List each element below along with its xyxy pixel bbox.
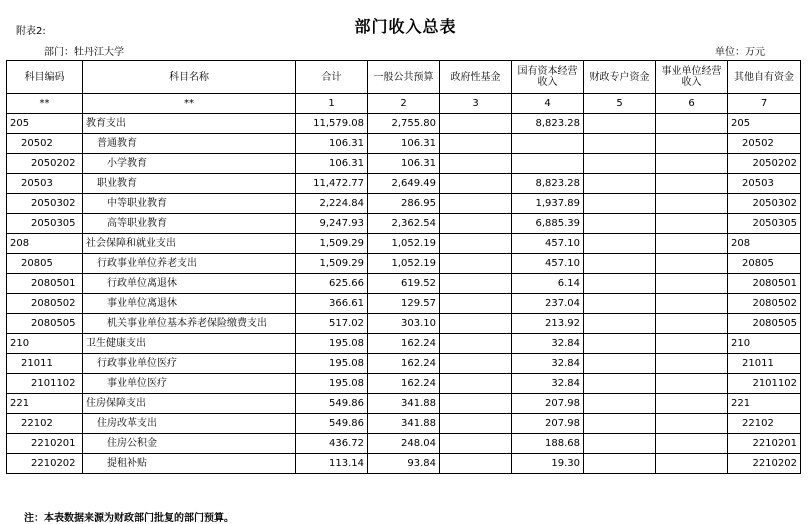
cell-name: 住房保障支出 — [83, 394, 296, 414]
cell-code: 2101102 — [7, 374, 83, 394]
cell-state: 237.04 — [512, 294, 584, 314]
column-header: 财政专户资金 — [584, 61, 656, 94]
cell-general: 106.31 — [368, 154, 440, 174]
table-row — [7, 234, 801, 254]
cell-total: 113.14 — [296, 454, 368, 474]
cell-state: 32.84 — [512, 374, 584, 394]
cell-other: 221 — [728, 394, 801, 414]
cell-business — [656, 114, 728, 134]
cell-business — [656, 234, 728, 254]
cell-fund — [440, 394, 512, 414]
cell-business — [656, 314, 728, 334]
cell-other: 2210201 — [728, 434, 801, 454]
cell-general: 162.24 — [368, 354, 440, 374]
cell-state: 457.10 — [512, 254, 584, 274]
cell-business — [656, 294, 728, 314]
table-row — [7, 334, 801, 354]
cell-other: 210 — [728, 334, 801, 354]
cell-special — [584, 174, 656, 194]
index-cell: ** — [83, 94, 296, 114]
cell-other: 20503 — [728, 174, 801, 194]
table-row — [7, 394, 801, 414]
cell-special — [584, 294, 656, 314]
cell-special — [584, 434, 656, 454]
cell-general: 248.04 — [368, 434, 440, 454]
cell-name: 高等职业教育 — [83, 214, 296, 234]
cell-total: 625.66 — [296, 274, 368, 294]
cell-name: 机关事业单位基本养老保险缴费支出 — [83, 314, 296, 334]
cell-state: 1,937.89 — [512, 194, 584, 214]
cell-fund — [440, 134, 512, 154]
cell-special — [584, 454, 656, 474]
column-header: 事业单位经营收入 — [656, 61, 728, 94]
table-row — [7, 154, 801, 174]
cell-code: 2050202 — [7, 154, 83, 174]
cell-code: 205 — [7, 114, 83, 134]
unit-label: 单位：万元 — [715, 47, 765, 58]
cell-business — [656, 414, 728, 434]
cell-code: 2210202 — [7, 454, 83, 474]
table-row — [7, 374, 801, 394]
cell-code: 2080505 — [7, 314, 83, 334]
cell-fund — [440, 194, 512, 214]
cell-state: 8,823.28 — [512, 174, 584, 194]
column-header: 科目编码 — [7, 61, 83, 94]
cell-total: 1,509.29 — [296, 234, 368, 254]
cell-code: 208 — [7, 234, 83, 254]
cell-fund — [440, 374, 512, 394]
index-cell: 3 — [440, 94, 512, 114]
index-cell: 5 — [584, 94, 656, 114]
cell-business — [656, 134, 728, 154]
cell-special — [584, 214, 656, 234]
cell-total: 11,472.77 — [296, 174, 368, 194]
cell-fund — [440, 294, 512, 314]
cell-other: 2210202 — [728, 454, 801, 474]
table-row — [7, 114, 801, 134]
cell-general: 341.88 — [368, 414, 440, 434]
cell-other: 2050305 — [728, 214, 801, 234]
cell-special — [584, 374, 656, 394]
cell-general: 2,755.80 — [368, 114, 440, 134]
cell-name: 事业单位离退休 — [83, 294, 296, 314]
cell-name: 职业教育 — [83, 174, 296, 194]
income-summary-table — [6, 60, 801, 474]
cell-business — [656, 194, 728, 214]
cell-fund — [440, 314, 512, 334]
cell-special — [584, 194, 656, 214]
cell-fund — [440, 254, 512, 274]
header-row — [7, 61, 801, 94]
cell-name: 行政事业单位养老支出 — [83, 254, 296, 274]
cell-code: 210 — [7, 334, 83, 354]
cell-business — [656, 274, 728, 294]
cell-fund — [440, 274, 512, 294]
cell-fund — [440, 454, 512, 474]
table-row — [7, 134, 801, 154]
cell-state — [512, 154, 584, 174]
cell-general: 2,649.49 — [368, 174, 440, 194]
cell-other: 2101102 — [728, 374, 801, 394]
cell-other: 2080502 — [728, 294, 801, 314]
cell-code: 20502 — [7, 134, 83, 154]
column-header: 科目名称 — [83, 61, 296, 94]
cell-state: 32.84 — [512, 354, 584, 374]
cell-other: 20805 — [728, 254, 801, 274]
index-cell: 2 — [368, 94, 440, 114]
cell-special — [584, 394, 656, 414]
table-row — [7, 214, 801, 234]
cell-state: 188.68 — [512, 434, 584, 454]
cell-total: 549.86 — [296, 414, 368, 434]
cell-special — [584, 134, 656, 154]
cell-fund — [440, 434, 512, 454]
cell-total: 195.08 — [296, 374, 368, 394]
table-row — [7, 414, 801, 434]
cell-other: 2050202 — [728, 154, 801, 174]
cell-name: 事业单位医疗 — [83, 374, 296, 394]
cell-state: 8,823.28 — [512, 114, 584, 134]
cell-fund — [440, 414, 512, 434]
attachment-label: 附表2: — [16, 26, 46, 37]
cell-total: 11,579.08 — [296, 114, 368, 134]
cell-fund — [440, 214, 512, 234]
cell-fund — [440, 354, 512, 374]
cell-code: 2210201 — [7, 434, 83, 454]
index-cell: 4 — [512, 94, 584, 114]
table-row — [7, 454, 801, 474]
cell-business — [656, 154, 728, 174]
cell-business — [656, 254, 728, 274]
cell-state: 19.30 — [512, 454, 584, 474]
cell-state: 6.14 — [512, 274, 584, 294]
table-body — [7, 114, 801, 474]
cell-state: 207.98 — [512, 414, 584, 434]
cell-other: 208 — [728, 234, 801, 254]
table-row — [7, 274, 801, 294]
cell-general: 2,362.54 — [368, 214, 440, 234]
index-cell: 7 — [728, 94, 801, 114]
cell-general: 106.31 — [368, 134, 440, 154]
column-header: 政府性基金 — [440, 61, 512, 94]
cell-special — [584, 154, 656, 174]
cell-name: 卫生健康支出 — [83, 334, 296, 354]
cell-name: 小学教育 — [83, 154, 296, 174]
cell-total: 106.31 — [296, 134, 368, 154]
cell-other: 2080505 — [728, 314, 801, 334]
cell-total: 195.08 — [296, 354, 368, 374]
cell-special — [584, 414, 656, 434]
index-row — [7, 94, 801, 114]
cell-general: 1,052.19 — [368, 234, 440, 254]
cell-total: 106.31 — [296, 154, 368, 174]
cell-general: 341.88 — [368, 394, 440, 414]
column-header: 合计 — [296, 61, 368, 94]
cell-special — [584, 354, 656, 374]
cell-general: 286.95 — [368, 194, 440, 214]
cell-name: 行政事业单位医疗 — [83, 354, 296, 374]
cell-other: 2080501 — [728, 274, 801, 294]
column-header: 国有资本经营收入 — [512, 61, 584, 94]
cell-general: 1,052.19 — [368, 254, 440, 274]
cell-other: 2050302 — [728, 194, 801, 214]
cell-business — [656, 214, 728, 234]
cell-code: 20805 — [7, 254, 83, 274]
cell-total: 1,509.29 — [296, 254, 368, 274]
cell-general: 162.24 — [368, 374, 440, 394]
cell-fund — [440, 114, 512, 134]
cell-name: 住房公积金 — [83, 434, 296, 454]
table-row — [7, 354, 801, 374]
cell-special — [584, 234, 656, 254]
cell-name: 普通教育 — [83, 134, 296, 154]
cell-total: 366.61 — [296, 294, 368, 314]
cell-general: 162.24 — [368, 334, 440, 354]
cell-business — [656, 394, 728, 414]
cell-code: 2080501 — [7, 274, 83, 294]
cell-fund — [440, 234, 512, 254]
cell-fund — [440, 154, 512, 174]
cell-other: 22102 — [728, 414, 801, 434]
index-cell: 1 — [296, 94, 368, 114]
page-title: 部门收入总表 — [354, 17, 457, 36]
table-row — [7, 254, 801, 274]
cell-business — [656, 354, 728, 374]
table-row — [7, 194, 801, 214]
cell-total: 436.72 — [296, 434, 368, 454]
cell-other: 20502 — [728, 134, 801, 154]
cell-code: 2050302 — [7, 194, 83, 214]
cell-code: 22102 — [7, 414, 83, 434]
cell-total: 549.86 — [296, 394, 368, 414]
cell-business — [656, 434, 728, 454]
cell-name: 教育支出 — [83, 114, 296, 134]
cell-special — [584, 254, 656, 274]
table-row — [7, 434, 801, 454]
cell-state: 207.98 — [512, 394, 584, 414]
column-header: 其他自有资金 — [728, 61, 801, 94]
cell-special — [584, 334, 656, 354]
index-cell: 6 — [656, 94, 728, 114]
cell-business — [656, 454, 728, 474]
cell-code: 2080502 — [7, 294, 83, 314]
cell-code: 2050305 — [7, 214, 83, 234]
cell-special — [584, 114, 656, 134]
cell-general: 303.10 — [368, 314, 440, 334]
cell-general: 93.84 — [368, 454, 440, 474]
cell-state: 6,885.39 — [512, 214, 584, 234]
cell-total: 2,224.84 — [296, 194, 368, 214]
cell-state: 213.92 — [512, 314, 584, 334]
cell-code: 20503 — [7, 174, 83, 194]
cell-business — [656, 374, 728, 394]
cell-name: 住房改革支出 — [83, 414, 296, 434]
cell-business — [656, 334, 728, 354]
cell-state: 457.10 — [512, 234, 584, 254]
column-header: 一般公共预算 — [368, 61, 440, 94]
cell-special — [584, 274, 656, 294]
cell-name: 社会保障和就业支出 — [83, 234, 296, 254]
department-label: 部门：牡丹江大学 — [44, 47, 124, 58]
table-row — [7, 314, 801, 334]
cell-name: 行政单位离退休 — [83, 274, 296, 294]
table-row — [7, 174, 801, 194]
cell-name: 中等职业教育 — [83, 194, 296, 214]
cell-other: 205 — [728, 114, 801, 134]
cell-total: 195.08 — [296, 334, 368, 354]
cell-name: 提租补贴 — [83, 454, 296, 474]
cell-fund — [440, 334, 512, 354]
cell-code: 221 — [7, 394, 83, 414]
cell-business — [656, 174, 728, 194]
cell-special — [584, 314, 656, 334]
index-cell: ** — [7, 94, 83, 114]
cell-state — [512, 134, 584, 154]
cell-total: 9,247.93 — [296, 214, 368, 234]
table-row — [7, 294, 801, 314]
cell-state: 32.84 — [512, 334, 584, 354]
cell-general: 619.52 — [368, 274, 440, 294]
cell-general: 129.57 — [368, 294, 440, 314]
cell-total: 517.02 — [296, 314, 368, 334]
cell-fund — [440, 174, 512, 194]
cell-code: 21011 — [7, 354, 83, 374]
cell-other: 21011 — [728, 354, 801, 374]
footnote: 注：本表数据来源为财政部门批复的部门预算。 — [24, 513, 234, 524]
